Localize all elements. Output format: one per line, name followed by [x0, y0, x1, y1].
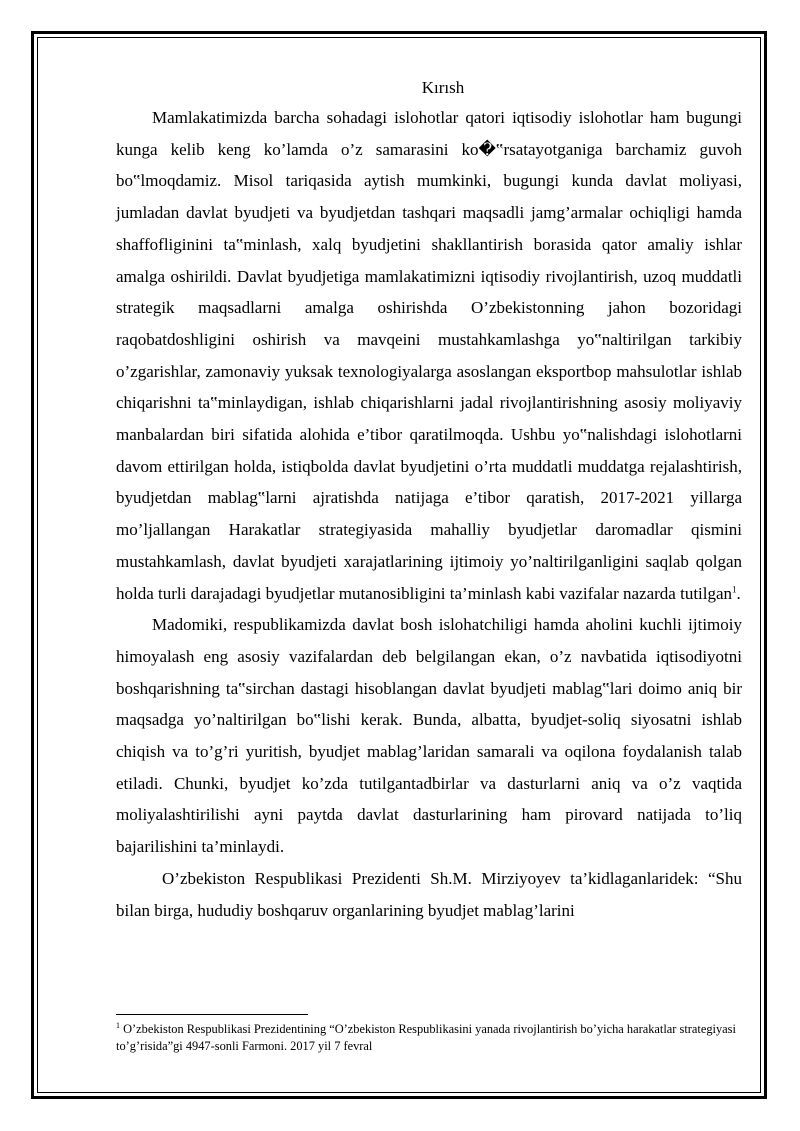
footnote-1	[116, 1021, 742, 1055]
footnote-area	[116, 1014, 742, 1055]
footnote-reference[interactable]: 1	[732, 583, 737, 594]
paragraph-budget: Madomiki, respublikamizda davlat bosh islohatchiligi hamda aholini kuchli ijtimoiy himoyalash eng asosiy vazifalardan deb belgilangan ekan, o’z navbatida iqtisodiyotni boshqarishning ta‟sirchan dastagi hisoblangan davlat byudjeti mablag‟lari doimo aniq bir maqsadga yo’naltirilgan bo‟lishi kerak. Bunda, albatta, byudjet-soliq siyosatni ishlab chiqish va to’g’ri yuritish, byudjet mablag’laridan samarali va oqilona foydalanish talab etiladi. Chunki, byudjet ko’zda tutilgantadbirlar va dasturlarni aniq va o’z vaqtida moliyalashtirilishi ayni paytda davlat dasturlarining ham pirovard natijada to’liq bajarilishini ta’minlaydi.	[116, 615, 742, 857]
paragraph-president-quote: O’zbekiston Respublikasi Prezidenti Sh.M. Mirziyoyev ta’kidlaganlaridek: “Shu bilan birga, hududiy boshqaruv organlarining byudjet mablag’larini	[116, 868, 742, 920]
paragraph-intro	[116, 102, 742, 609]
footnote-number: 1	[116, 1020, 120, 1030]
paragraph-intro-text: Mamlakatimizda barcha sohadagi islohotlar qatori iqtisodiy islohotlar ham bugungi kunga kelib keng ko’lamda o’z samarasini ko�‟rsatayotganiga barchamiz guvoh bo‟lmoqdamiz. Misol tariqasida aytish mumkinki, bugungi kunda davlat moliyasi, jumladan davlat byudjeti va byudjetdan tashqari maqsadli jamg’armalar ochiqligi hamda shaffofliginini ta‟minlash, xalq byudjetini shakllantirish borasida qator amaliy ishlar amalga oshirildi. Davlat byudjetiga mamlakatimizni iqtisodiy rivojlantirish, uzoq muddatli strategik maqsadlarni amalga oshirishda O’zbekistonning jahon bozoridagi raqobatdoshligini oshirish va mavqeini mustahkamlashga yo‟naltirilgan tarkibiy o’zgarishlar, zamonaviy yuksak texnologiyalarga asoslangan eksportbop mahsulotlar ishlab chiqarishni ta‟minlaydigan, ishlab chiqarishlarni jadal rivojlantirishning asosiy moliyaviy manbalardan biri sifatida alohida e’tibor qaratilmoqda. Ushbu yo‟nalishdagi islohotlarni davom ettirilgan holda, istiqbolda davlat byudjetini o’rta muddatli muddatga rejalashtirish, byudjetdan mablag‟larni ajratishda natijaga e’tibor qaratish, 2017-2021 yillarga mo’ljallangan Harakatlar strategiyasida mahalliy byudjetlar daromadlar qismini mustahkamlash, davlat byudjeti xarajatlarining ijtimoiy yo’naltirilganligini saqlab qolgan holda turli darajadagi byudjetlar mutanosibligini ta’minlash kabi vazifalar nazarda tutilgan	[116, 108, 742, 603]
footnote-text: O’zbekiston Respublikasi Prezidentining “O’zbekiston Respublikasini yanada rivojlantirish bo’yicha harakatlar strategiyasi to’g’risida”gi 4947-sonli Farmoni. 2017 yil 7 fevral	[116, 1022, 736, 1053]
document-body	[116, 74, 742, 926]
footnote-separator	[116, 1014, 308, 1015]
page-title: Kırısh	[421, 78, 465, 97]
paragraph-intro-tail: .	[736, 583, 741, 603]
